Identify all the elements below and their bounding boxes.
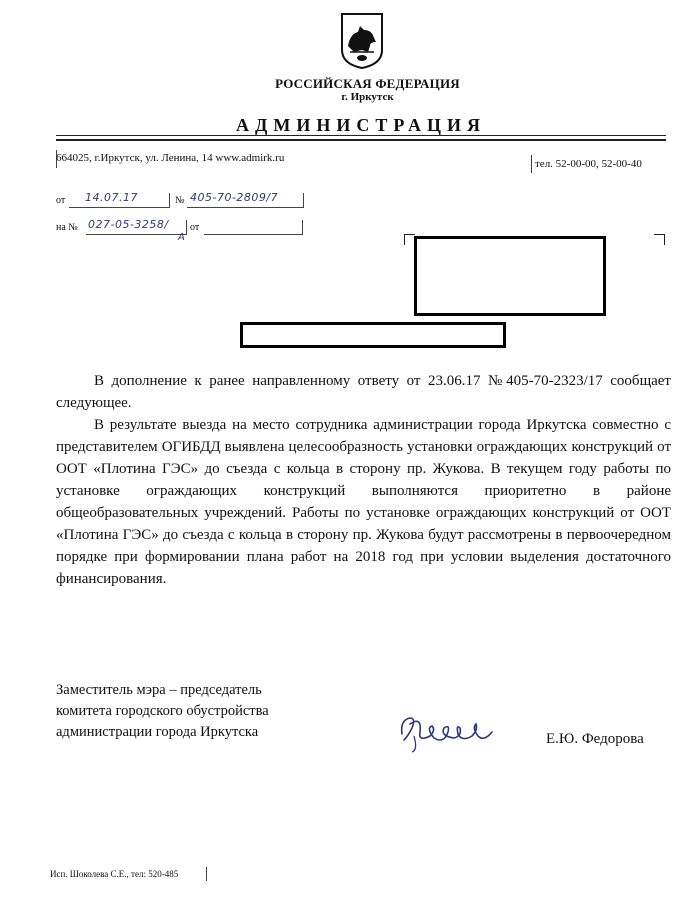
in-number-field [86, 218, 187, 243]
in-number-mark: А [178, 232, 186, 243]
body-paragraph-2: В результате выезда на место сотрудника администрации города Иркутска совместно с представителем ОГИБДД выявлена целесообразность установки ограждающих конструкций от ООТ «Плотина ГЭС» до съезда с кольца в сторону пр. Жукова. В текущем году работы по установке ограждающих конструкций выполняются приоритетно в районе общеобразовательных учреждений. Работы по установке ограждающих конструкций от ООТ «Плотина ГЭС» до съезда с кольца в сторону пр. Жукова будут рассмотрены в первоочередном порядке при формировании плана работ на 2018 год при условии выделения достаточного финансирования. [56, 417, 671, 587]
letter-body [56, 370, 671, 590]
date-field [69, 193, 170, 208]
handwritten-signature [392, 706, 502, 756]
signatory-position [56, 680, 269, 743]
body-paragraph-1: В дополнение к ранее направленному ответу от 23.06.17 №405-70-2323/17 сообщает следующее. [56, 373, 671, 411]
redacted-addressee [414, 236, 606, 316]
in-number-label: на № [56, 222, 78, 233]
org-address: 664025, г.Иркутск, ул. Ленина, 14 www.admirk.ru [56, 152, 285, 164]
coat-of-arms-icon [340, 12, 384, 70]
redacted-salutation [240, 322, 506, 348]
number-label: № [175, 195, 185, 206]
organization-title: АДМИНИСТРАЦИЯ [235, 115, 487, 135]
position-line-1: Заместитель мэра – председатель [56, 682, 262, 698]
footer-bar [206, 867, 207, 881]
number-value: 405-70-2809/7 [190, 191, 279, 204]
in-date-label: от [190, 222, 200, 233]
city-name: г. Иркутск [341, 91, 394, 103]
in-date-field [204, 220, 303, 235]
header-divider-thick [56, 139, 666, 141]
country-name: РОССИЙСКАЯ ФЕДЕРАЦИЯ [275, 76, 460, 91]
position-line-3: администрации города Иркутска [56, 724, 259, 740]
in-number-value: 027-05-3258/ [88, 218, 169, 231]
org-phone: тел. 52-00-00, 52-00-40 [535, 158, 642, 170]
date-label: от [56, 195, 66, 206]
number-field [187, 193, 304, 208]
signatory-name: Е.Ю. Федорова [546, 731, 644, 747]
header-divider [56, 135, 666, 136]
executor-info: Исп. Шоколева С.Е., тел: 520-485 [50, 869, 179, 879]
date-value: 14.07.17 [85, 191, 138, 204]
addressee-corner-right [654, 234, 665, 245]
position-line-2: комитета городского обустройства [56, 703, 269, 719]
